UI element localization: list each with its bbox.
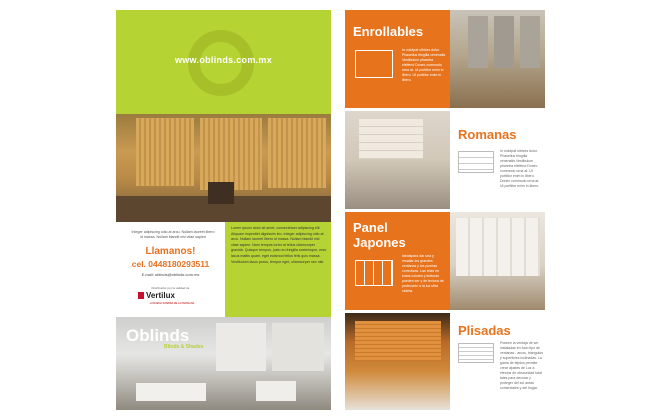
distributor-text: Distribuidor por la calidad de [151, 286, 190, 290]
section-romanas-panel [450, 111, 545, 209]
bamboo-shade-left [136, 118, 194, 186]
section-text: Poseen la ventaja de ser instaladas en todo tipo de ventanas - arcos, triangulos y superficies inclinadas. La gama de tejidos permite crear ajustes de Luz a efectos de obscuridad total tales para decorar y proteger del sol areas comerciales y del hogar. [500, 341, 543, 390]
brand-logo: Oblinds [126, 326, 190, 345]
bamboo-shade-center [200, 118, 262, 190]
section-title: Enrollables [353, 24, 424, 39]
window-panel-left [216, 323, 266, 371]
email-address[interactable]: E.mail: oblinds@oblinds.com.mx [141, 272, 200, 277]
roller-blinds-photo [450, 10, 545, 108]
pleated-shade-icon [458, 343, 494, 363]
roller-blind-icon [355, 50, 393, 78]
vertilux-logo-icon [138, 292, 144, 299]
vertilux-logo: Vertilux [146, 291, 175, 300]
body-text: Lorem ipsum dolor sit amet, consectetuer adipiscing elit. Aliquam imperdiet dignissim leo. Integer adipiscing odio at arcu. Nullam laoreet libero id massa. Nullam blandit nisl vitae sapien. Nam tempus tortor at tellus ullamcorper gravida. Quisque tempus, justo eu fringilla scelerisque, eros lacus mattis quam, eget euismod tellus felis quis massa. Vestibulum lacus purus, tempor eget, ullamcorper nec nisl. [231, 226, 327, 264]
roman-shade [359, 119, 423, 159]
chair [208, 182, 234, 204]
section-title: Panel Japones [353, 220, 406, 250]
roller-blind-3 [520, 16, 540, 68]
brand-tagline: Blinds & Shades [164, 344, 204, 350]
section-title: Plisadas [458, 323, 511, 338]
armchair [256, 381, 296, 401]
intro-text: Integer adipiscing odio at arcu. Nullam laoreet libero id massa. Nullam blandit nisl vitae sapien [131, 230, 215, 239]
roller-blind-2 [494, 16, 514, 68]
panel-track-icon [355, 260, 393, 286]
body-text-panel [225, 222, 331, 317]
call-heading: Llamanos! [145, 246, 196, 257]
right-brochure-page [345, 10, 545, 410]
panel-track [456, 218, 540, 276]
section-plisadas-panel [450, 313, 545, 410]
header-panel [116, 10, 331, 114]
section-text: In volutpat ultrices dolor. Phasellus fringilla venenatis Vestibulum pharetra eleifend Donec commodo urna at. Ut porttitor enim in libero. Ut porttitor enim in libero. [402, 48, 446, 82]
section-text: Idealspara dar una y resaltar los grandes ventanas y los puertas corredizas. Las telas en todos colores y texturas pueden ser y de textura de protección a la luz ultra violeta. [402, 254, 444, 293]
phone-number[interactable]: cel. 0448180293511 [131, 259, 210, 269]
left-brochure-page [116, 10, 331, 410]
roller-blind-1 [468, 16, 488, 68]
website-url: www.oblinds.com.mx [174, 55, 273, 65]
section-enrollables-panel [345, 10, 450, 108]
roman-shades-photo [345, 111, 450, 209]
bamboo-shade-right [268, 118, 326, 188]
section-title: Romanas [458, 127, 517, 142]
sofa [136, 383, 206, 401]
pleated-shades-photo [345, 313, 450, 410]
living-room-photo [116, 114, 331, 222]
roman-shade-icon [458, 151, 494, 173]
section-text: In volutpat ultrices dolor. Phasellus fringilla venenatis Vestibulum pharetra eleifend Donec commodo urna at. Ut porttitor enim in libero. Donec commodo urna at. Ut porttitor enim in libero. [500, 149, 540, 188]
vertilux-tagline: LA BUENA SOMBRA DE LA PERSIANA [149, 302, 195, 305]
window-panel-right [272, 323, 324, 371]
section-panel-japones-panel [345, 212, 450, 310]
panel-japones-photo [450, 212, 545, 310]
pleated-shade [355, 321, 441, 361]
